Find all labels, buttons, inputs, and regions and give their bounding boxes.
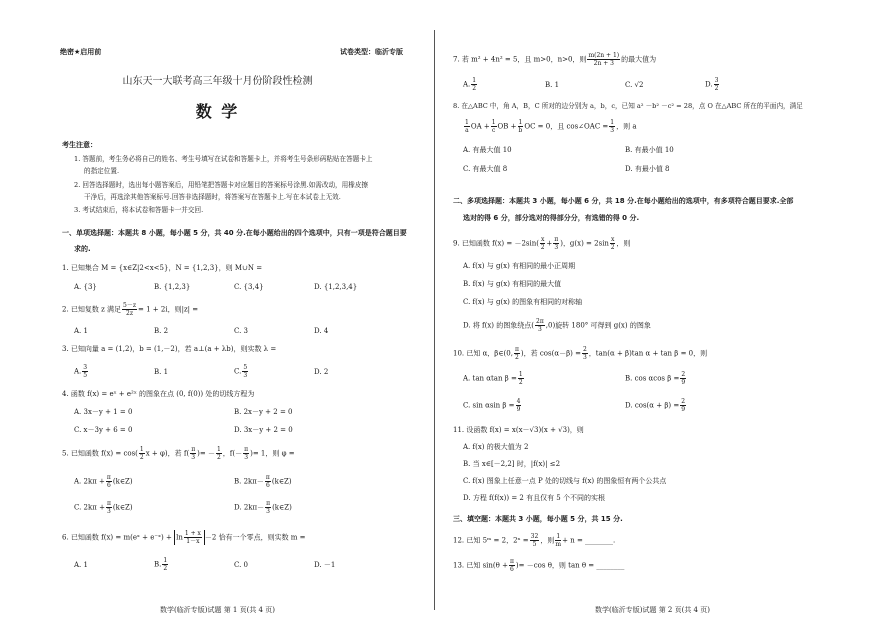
q5-arg1-den: 3 [191, 454, 196, 461]
q12-f-num: 32 [530, 533, 539, 540]
q9-a2-frac [553, 236, 559, 251]
q5-c-num: π [106, 500, 111, 507]
q5-d-den: 3 [266, 508, 270, 515]
q5-a-pre: A. 2kπ + [74, 477, 105, 486]
q1-option-d: D. {1,2,3,4} [314, 283, 358, 291]
q8-cos-num: 1 [610, 119, 615, 126]
q2-frac-num: 5－z [123, 302, 137, 309]
q9-option-c: C. f(x) 与 g(x) 的图象有相同的对称轴 [463, 298, 583, 306]
q12-stem-pre: 12. 已知 5ᵐ = 2，2ⁿ = [453, 536, 529, 545]
q10-b-num: 2 [681, 371, 686, 378]
q6-b-num: 1 [163, 557, 168, 564]
q9-d-frac [535, 318, 545, 333]
q10-d-pre: D. cos(α + β) = [625, 401, 680, 410]
q6-frac-num: 1 + x [184, 530, 201, 537]
q9-a-num: x [540, 236, 545, 243]
q10-b-frac [680, 371, 686, 386]
q5-arg1-frac [190, 446, 196, 461]
section-1-title-rest: 在每小题给出的四个选项中，只有一项是符合题目要 [245, 229, 407, 237]
q8-coef1-den: a [465, 127, 469, 134]
q10-c-den: 9 [516, 406, 521, 413]
q13-den: 6 [510, 566, 514, 573]
q7-d-frac [714, 77, 720, 92]
q9-option-a: A. f(x) 与 g(x) 有相同的最小正周期 [463, 262, 576, 270]
q5-mid: = － [199, 449, 215, 458]
q3-a-label: A. [74, 367, 82, 376]
q5-f2: ，f [222, 449, 233, 458]
q5-val-frac [216, 446, 222, 461]
footer-page-1: 数学(临沂专版)试题 第 1 页(共 4 页) [160, 606, 275, 614]
q8-coef3 [518, 119, 524, 134]
q5-d-post: (k∈Z) [272, 503, 292, 512]
q9-stem-pre: 9. 已知函数 f(x) = －2sin [453, 239, 537, 248]
q9-g-frac [610, 236, 615, 251]
q13-frac [509, 558, 515, 573]
q10-int-num: π [514, 346, 519, 353]
paper-type-label: 试卷类型：临沂专版 [340, 48, 403, 56]
q5-c-den: 3 [107, 508, 111, 515]
q2-frac-den: 2z [126, 310, 134, 317]
q13-stem: 13. 已知 sin(θ + $\frac{\pi}{6}$ )= －cos θ，则 tan θ = ________ [453, 558, 625, 573]
q9-stem-post: ，则 [616, 239, 631, 248]
q8-coef3-num: 1 [518, 119, 523, 126]
q7-stem [453, 52, 656, 67]
q8-cos-frac [609, 119, 615, 134]
q6-abs [174, 530, 205, 545]
q10-option-b [625, 371, 687, 386]
q9-stem-mid: ，g(x) = 2sin [562, 239, 609, 248]
q10-d-num: 2 [681, 398, 686, 405]
page-2 [435, 0, 870, 630]
section-1-title [62, 229, 407, 238]
q10-a-frac [518, 371, 524, 386]
q10-d-den: 9 [681, 406, 686, 413]
q8-option-d: D. 有最小值 8 [625, 165, 670, 173]
q12-stem-post: + n = ________. [562, 536, 616, 545]
q4-option-b: B. 2x－y + 2 = 0 [234, 408, 293, 416]
q9-a-frac [540, 236, 545, 251]
q8-line-1: 8. 在△ABC 中，角 A，B，C 所对的边分别为 a，b，c，已知 a² －b² －c² = 28，点 O 在△ABC 所在的平面内，满足 [453, 102, 803, 110]
q5-option-d [234, 500, 292, 515]
q10-c-frac [516, 398, 522, 413]
q6-ln: ln [176, 533, 183, 542]
q10-c-num: 4 [516, 398, 521, 405]
q5-inner-den: 2 [139, 454, 144, 461]
q5-arg2-num: π [244, 446, 249, 453]
q7-stem-post: 的最大值为 [621, 55, 657, 64]
q9-option-b: B. f(x) 与 g(x) 有相同的最大值 [463, 280, 562, 288]
q8-coef2-den: c [491, 127, 496, 134]
q3-c-den: 3 [243, 372, 248, 379]
q9-d-num: 2π [536, 318, 544, 325]
q9-d-post: 旋转 180° 可得到 g(x) 的图象 [555, 321, 651, 330]
q11-stem: 11. 设函数 f(x) = x(x－√3)(x + √3)，则 [453, 426, 584, 434]
q10-c-pre: C. sin αsin β = [463, 401, 515, 410]
q11-option-a: A. f(x) 的极大值为 2 [463, 443, 529, 451]
q5-arg1-num: π [191, 446, 196, 453]
q3-option-a [74, 364, 89, 379]
q5-option-b [234, 474, 292, 489]
q13-num: π [509, 558, 514, 565]
q7-option-a [463, 77, 478, 92]
q10-v-den: 3 [582, 354, 587, 361]
q7-d-den: 2 [714, 85, 719, 92]
q5-d-pre: D. 2kπ－ [234, 503, 265, 512]
q10-a-pre: A. tan αtan β = [463, 374, 517, 383]
q5-inner-frac [139, 446, 145, 461]
q7-a-num: 1 [472, 77, 477, 84]
q6-stem-post: －2 恰有一个零点，则实数 m = [204, 533, 306, 542]
q10-b-den: 9 [681, 379, 686, 386]
q2-option-a: A. 1 [74, 327, 88, 335]
q8-coef3-den: b [518, 127, 523, 134]
q2-option-b: B. 2 [154, 327, 169, 335]
q13-stem-post: = －cos θ，则 tan θ = ________ [518, 561, 625, 570]
q10-b-pre: B. cos αcos β = [625, 374, 680, 383]
q5-stem: 5. 已知函数 f(x) = cos( $\frac{1}{2}$ x + φ)，若 f( $\frac{\pi}{3}$ )= － $\frac{1}{2}$ ，f(－ $\frac{\pi}{3}$ )= 1，则 φ = [62, 446, 295, 461]
q5-c-frac [106, 500, 112, 515]
q1-option-a: A. {3} [74, 283, 97, 291]
q5-option-c [74, 500, 133, 515]
q8-coef2 [491, 119, 497, 134]
q10-option-a [463, 371, 525, 386]
q5-d-frac [265, 500, 271, 515]
q3-a-den: 5 [83, 372, 88, 379]
q5-b-pre: B. 2kπ－ [234, 477, 264, 486]
q6-option-d: D. －1 [314, 561, 336, 569]
q7-frac-num: m(2n + 1) [588, 52, 620, 59]
q5-val-den: 2 [216, 454, 221, 461]
q6-option-b [154, 557, 169, 572]
q7-a-frac [471, 77, 477, 92]
q5-option-a [74, 474, 133, 489]
q3-a-num: 3 [83, 364, 88, 371]
q2-option-c: C. 3 [234, 327, 249, 335]
notice-item-2-cont: 干净后，再选涂其他答案标号.回答非选择题时，将答案写在答题卡上.写在本试卷上无效. [84, 193, 341, 201]
section-2-title [453, 197, 793, 206]
q10-stem-post: ，tan(α + β)tan α + tan β = 0，则 [588, 349, 708, 358]
q10-int-den: 2 [515, 354, 519, 361]
q5-inner-post: x + φ)，若 f [145, 449, 187, 458]
q12-f-frac [530, 533, 540, 548]
section-1-title-bold: 一、单项选择题：本题共 8 小题，每小题 5 分，共 40 分. [62, 229, 246, 237]
q4-option-d: D. 3x－y + 2 = 0 [234, 426, 293, 434]
q5-b-num: π [265, 474, 270, 481]
q3-option-d: D. 2 [314, 368, 329, 376]
q8-option-a: A. 有最大值 10 [463, 146, 512, 154]
q9-d-den: 3 [537, 326, 542, 333]
q8-v1: OA + [470, 122, 490, 131]
q8-line-2-end: ，则 a [616, 122, 637, 131]
q9-a2-den: 3 [554, 244, 559, 251]
q10-int-frac [514, 346, 520, 361]
q11-option-d: D. 方程 f(f(x)) = 2 有且仅有 5 个不同的实根 [463, 494, 605, 502]
q7-frac [587, 52, 620, 67]
q8-coef1-num: 1 [465, 119, 469, 126]
q5-a-frac [106, 474, 112, 489]
q3-option-b: B. 1 [154, 368, 169, 376]
q12-g-num: 1 [556, 533, 561, 540]
q8-v2: OB + [497, 122, 517, 131]
q4-option-c: C. x－3y + 6 = 0 [74, 426, 133, 434]
q5-tail: = 1，则 φ = [252, 449, 295, 458]
q5-inner-num: 1 [139, 446, 144, 453]
subject-title: 数 学 [195, 102, 240, 121]
q5-a-num: π [106, 474, 111, 481]
q12-stem [453, 533, 615, 548]
q2-stem [62, 302, 198, 317]
q6-option-c: C. 0 [234, 561, 249, 569]
q9-a-den: 2 [540, 244, 545, 251]
q5-b-post: (k∈Z) [271, 477, 292, 486]
q8-option-c: C. 有最大值 8 [463, 165, 508, 173]
q5-arg2-den: 3 [244, 454, 249, 461]
notice-item-1: 1. 答题前，考生务必将自己的姓名、考生号填写在试卷和答题卡上，并将考生号条形码粘贴在答题卡上 [74, 155, 373, 163]
q10-stem: 10. 已知 α，β∈(0, $\frac{\pi}{2}$ )，若 cos(α－β) = $\frac{2}{3}$ ，tan(α + β)tan α + tan β = 0，则 [453, 346, 708, 361]
notice-item-2: 2. 回答选择题时，选出每小题答案后，用铅笔把答题卡对应题目的答案标号涂黑.如需改动，用橡皮擦 [74, 181, 369, 189]
q8-line-2-tail: OC = 0，且 cos∠OAC = [524, 122, 609, 131]
q9-stem: 9. 已知函数 f(x) = －2sin( $\frac{x}{2}$ + $\frac{\pi}{3}$ )，g(x) = 2sin $\frac{x}{2}$ ，则 [453, 236, 631, 251]
q2-stem-post: = 1 + 2i，则|z| = [138, 305, 199, 314]
q5-b-den: 6 [265, 482, 270, 489]
q3-c-num: 5 [243, 364, 248, 371]
exam-title: 山东天一大联考高三年级十月份阶段性检测 [122, 76, 313, 87]
q7-a-pre: A. [463, 80, 471, 89]
section-1-title-cont: 求的. [74, 245, 91, 253]
q2-fraction [122, 302, 137, 317]
q5-c-pre: C. 2kπ + [74, 503, 105, 512]
q8-line-2 [463, 119, 637, 134]
section-2-title-rest: 在每小题给出的选项中，有多项符合题目要求.全部 [636, 197, 794, 205]
q7-frac-den: 2n + 3 [593, 60, 614, 67]
q6-stem-pre: 6. 已知函数 f(x) = m(eˣ + e⁻ˣ) + [62, 533, 172, 542]
notice-title: 考生注意： [62, 141, 97, 149]
q1-option-c: C. {3,4} [234, 283, 264, 291]
q2-option-d: D. 4 [314, 327, 329, 335]
q12-stem-mid: ，则 [540, 536, 555, 545]
q13-inner-pre: θ + [495, 561, 508, 570]
q8-cos-den: 3 [610, 127, 615, 134]
q2-stem-pre: 2. 已知复数 z 满足 [62, 305, 122, 314]
section-2-title-bold: 二、多项选择题：本题共 3 小题，每小题 6 分，共 18 分. [453, 197, 637, 205]
q7-d-num: 3 [714, 77, 719, 84]
q11-option-b: B. 当 x∈[－2,2] 时，|f(x)| ≤2 [463, 460, 561, 468]
q10-d-frac [680, 398, 686, 413]
q3-c-frac [242, 364, 248, 379]
q7-stem-pre: 7. 若 m² + 4n² = 5，且 m>0，n>0，则 [453, 55, 587, 64]
q3-c-label: C. [234, 367, 242, 376]
section-2-title-cont: 选对的得 6 分，部分选对的得部分分，有选错的得 0 分. [463, 214, 640, 222]
q7-a-den: 2 [472, 85, 477, 92]
q3-option-c [234, 364, 249, 379]
q10-v-num: 2 [582, 346, 587, 353]
q9-option-d: D. 将 f(x) 的图象绕点( $\frac{2\pi}{3}$ ,0)旋转 180° 可得到 g(x) 的图象 [463, 318, 651, 333]
q1-stem: 1. 已知集合 M = {x∈Z|2<x<5}，N = {1,2,3}，则 M∪N = [62, 264, 263, 272]
q7-option-b: B. 1 [545, 81, 560, 89]
q9-g-num: x [610, 236, 615, 243]
q5-d-num: π [266, 500, 271, 507]
q10-stem-pre: 10. 已知 α，β∈ [453, 349, 504, 358]
q9-g-den: 2 [610, 244, 615, 251]
secret-label: 绝密★启用前 [60, 48, 102, 56]
notice-item-3: 3. 考试结束后，将本试卷和答题卡一并交回. [74, 206, 204, 214]
q6-stem [62, 530, 306, 545]
q8-coef2-num: 1 [491, 119, 496, 126]
q9-a2-num: π [554, 236, 559, 243]
q12-f-den: 5 [532, 541, 537, 548]
q13-stem-pre: 13. 已知 sin [453, 561, 493, 570]
q7-d-pre: D. [705, 80, 713, 89]
q11-option-c: C. f(x) 图象上任意一点 P 处的切线与 f(x) 的图象恒有两个公共点 [463, 477, 667, 485]
q10-stem-mid: ，若 cos(α－β) = [523, 349, 581, 358]
q4-stem: 4. 函数 f(x) = eˣ + e²ˣ 的图象在点 (0, f(0)) 处的切线方程为 [62, 390, 255, 398]
q12-g-frac [555, 533, 561, 548]
q10-option-d [625, 398, 687, 413]
q5-b-frac [265, 474, 271, 489]
q6-frac-den: 1－x [186, 538, 200, 545]
q8-coef1 [464, 119, 470, 134]
q3-a-frac [82, 364, 88, 379]
q5-arg2-frac [243, 446, 249, 461]
notice-item-1-cont: 的指定位置. [84, 167, 120, 175]
q5-a-post: (k∈Z) [112, 477, 133, 486]
q8-option-b: B. 有最小值 10 [625, 146, 674, 154]
q3-stem: 3. 已知向量 a = (1,2)，b = (1,－2)，若 a⊥(a + λb)，则实数 λ = [62, 345, 277, 353]
q5-stem-pre: 5. 已知函数 f(x) = cos [62, 449, 136, 458]
q6-b-frac [162, 557, 168, 572]
q7-option-c: C. √2 [625, 81, 644, 89]
q10-v-frac [582, 346, 588, 361]
q5-val-num: 1 [216, 446, 221, 453]
q10-option-c [463, 398, 522, 413]
q6-option-a: A. 1 [74, 561, 88, 569]
footer-page-2: 数学(临沂专版)试题 第 2 页(共 4 页) [595, 606, 710, 614]
q4-option-a: A. 3x－y + 1 = 0 [74, 408, 133, 416]
q5-paren-open: ( [135, 449, 138, 458]
q6-b-pre: B. [154, 560, 162, 569]
q10-a-den: 2 [518, 379, 523, 386]
q12-g-den: m [555, 541, 562, 548]
q6-frac [184, 530, 202, 545]
q5-c-post: (k∈Z) [112, 503, 133, 512]
q10-a-num: 1 [518, 371, 523, 378]
q9-d-pre: D. 将 f(x) 的图象绕点 [463, 321, 532, 330]
section-3-title: 三、填空题：本题共 3 小题，每小题 5 分，共 15 分. [453, 515, 623, 523]
q5-a-den: 6 [106, 482, 111, 489]
q7-option-d [705, 77, 720, 92]
q9-a-mid: + [546, 239, 553, 248]
q6-b-den: 2 [163, 565, 168, 572]
q1-option-b: B. {1,2,3} [154, 283, 191, 291]
